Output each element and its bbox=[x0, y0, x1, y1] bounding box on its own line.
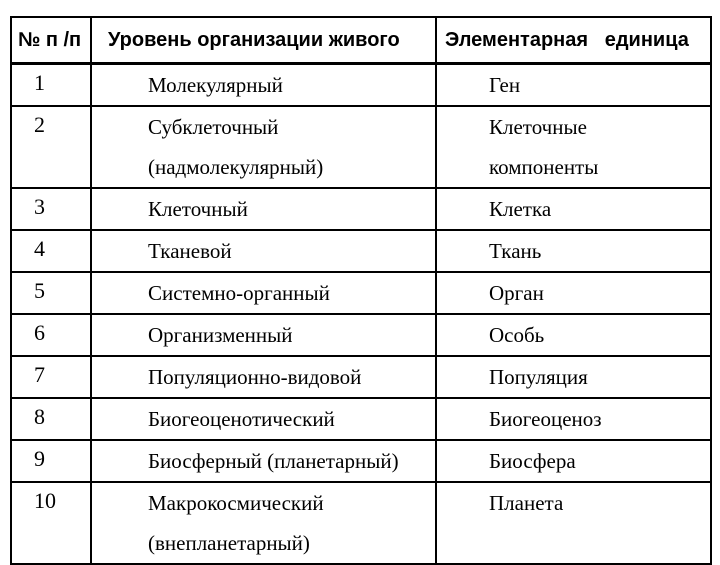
unit-text: Популяция bbox=[489, 365, 588, 389]
header-cell-unit bbox=[436, 17, 711, 64]
row-number: 8 bbox=[11, 398, 91, 440]
unit-cell bbox=[436, 440, 711, 482]
table-row bbox=[11, 64, 711, 107]
unit-text: Клеточные bbox=[489, 115, 587, 139]
row-number: 3 bbox=[11, 188, 91, 230]
row-number: 2 bbox=[11, 106, 91, 188]
table-row bbox=[11, 398, 711, 440]
unit-cell bbox=[436, 482, 711, 564]
level-text: Макрокосмический bbox=[148, 491, 324, 515]
unit-text: Орган bbox=[489, 281, 544, 305]
header-unit: Элементарная единица bbox=[445, 28, 689, 51]
unit-cell bbox=[436, 64, 711, 107]
unit-text: компоненты bbox=[489, 155, 599, 179]
header-cell-level bbox=[91, 17, 436, 64]
unit-text: Биогеоценоз bbox=[489, 407, 602, 431]
table-body bbox=[11, 64, 711, 565]
unit-cell bbox=[436, 188, 711, 230]
levels-table bbox=[10, 16, 712, 565]
table-row bbox=[11, 482, 711, 564]
level-cell bbox=[91, 272, 436, 314]
unit-cell bbox=[436, 272, 711, 314]
table-row bbox=[11, 272, 711, 314]
row-number: 9 bbox=[11, 440, 91, 482]
level-cell bbox=[91, 188, 436, 230]
level-text: Биогеоценотический bbox=[148, 407, 335, 431]
level-text: (внепланетарный) bbox=[148, 531, 310, 555]
header-num: № п /п bbox=[18, 28, 82, 51]
level-text: Молекулярный bbox=[148, 73, 283, 97]
table-row bbox=[11, 188, 711, 230]
row-number: 5 bbox=[11, 272, 91, 314]
level-cell bbox=[91, 106, 436, 188]
table-row bbox=[11, 314, 711, 356]
row-number: 6 bbox=[11, 314, 91, 356]
level-cell bbox=[91, 314, 436, 356]
level-text: Биосферный (планетарный) bbox=[148, 449, 399, 473]
level-cell bbox=[91, 398, 436, 440]
unit-cell bbox=[436, 106, 711, 188]
level-cell bbox=[91, 356, 436, 398]
table-row bbox=[11, 106, 711, 188]
level-cell bbox=[91, 230, 436, 272]
unit-text: Особь bbox=[489, 323, 545, 347]
row-number: 1 bbox=[11, 64, 91, 107]
level-text: Популяционно-видовой bbox=[148, 365, 362, 389]
unit-text: Ген bbox=[489, 73, 521, 97]
level-cell bbox=[91, 64, 436, 107]
unit-cell bbox=[436, 230, 711, 272]
level-cell bbox=[91, 440, 436, 482]
level-text: Системно-органный bbox=[148, 281, 330, 305]
row-number: 4 bbox=[11, 230, 91, 272]
unit-text: Клетка bbox=[489, 197, 552, 221]
table-row bbox=[11, 230, 711, 272]
unit-text: Биосфера bbox=[489, 449, 576, 473]
unit-cell bbox=[436, 356, 711, 398]
row-number: 7 bbox=[11, 356, 91, 398]
header-cell-num bbox=[11, 17, 91, 64]
table-row bbox=[11, 440, 711, 482]
unit-text: Планета bbox=[489, 491, 564, 515]
level-text: Организменный bbox=[148, 323, 293, 347]
header-level: Уровень организации живого bbox=[108, 28, 400, 51]
level-text: Клеточный bbox=[148, 197, 248, 221]
level-text: (надмолекулярный) bbox=[148, 155, 324, 179]
level-cell bbox=[91, 482, 436, 564]
row-number: 10 bbox=[11, 482, 91, 564]
level-text: Тканевой bbox=[148, 239, 232, 263]
level-text: Субклеточный bbox=[148, 115, 279, 139]
header-row bbox=[11, 17, 711, 64]
unit-text: Ткань bbox=[489, 239, 542, 263]
unit-cell bbox=[436, 314, 711, 356]
unit-cell bbox=[436, 398, 711, 440]
table-row bbox=[11, 356, 711, 398]
